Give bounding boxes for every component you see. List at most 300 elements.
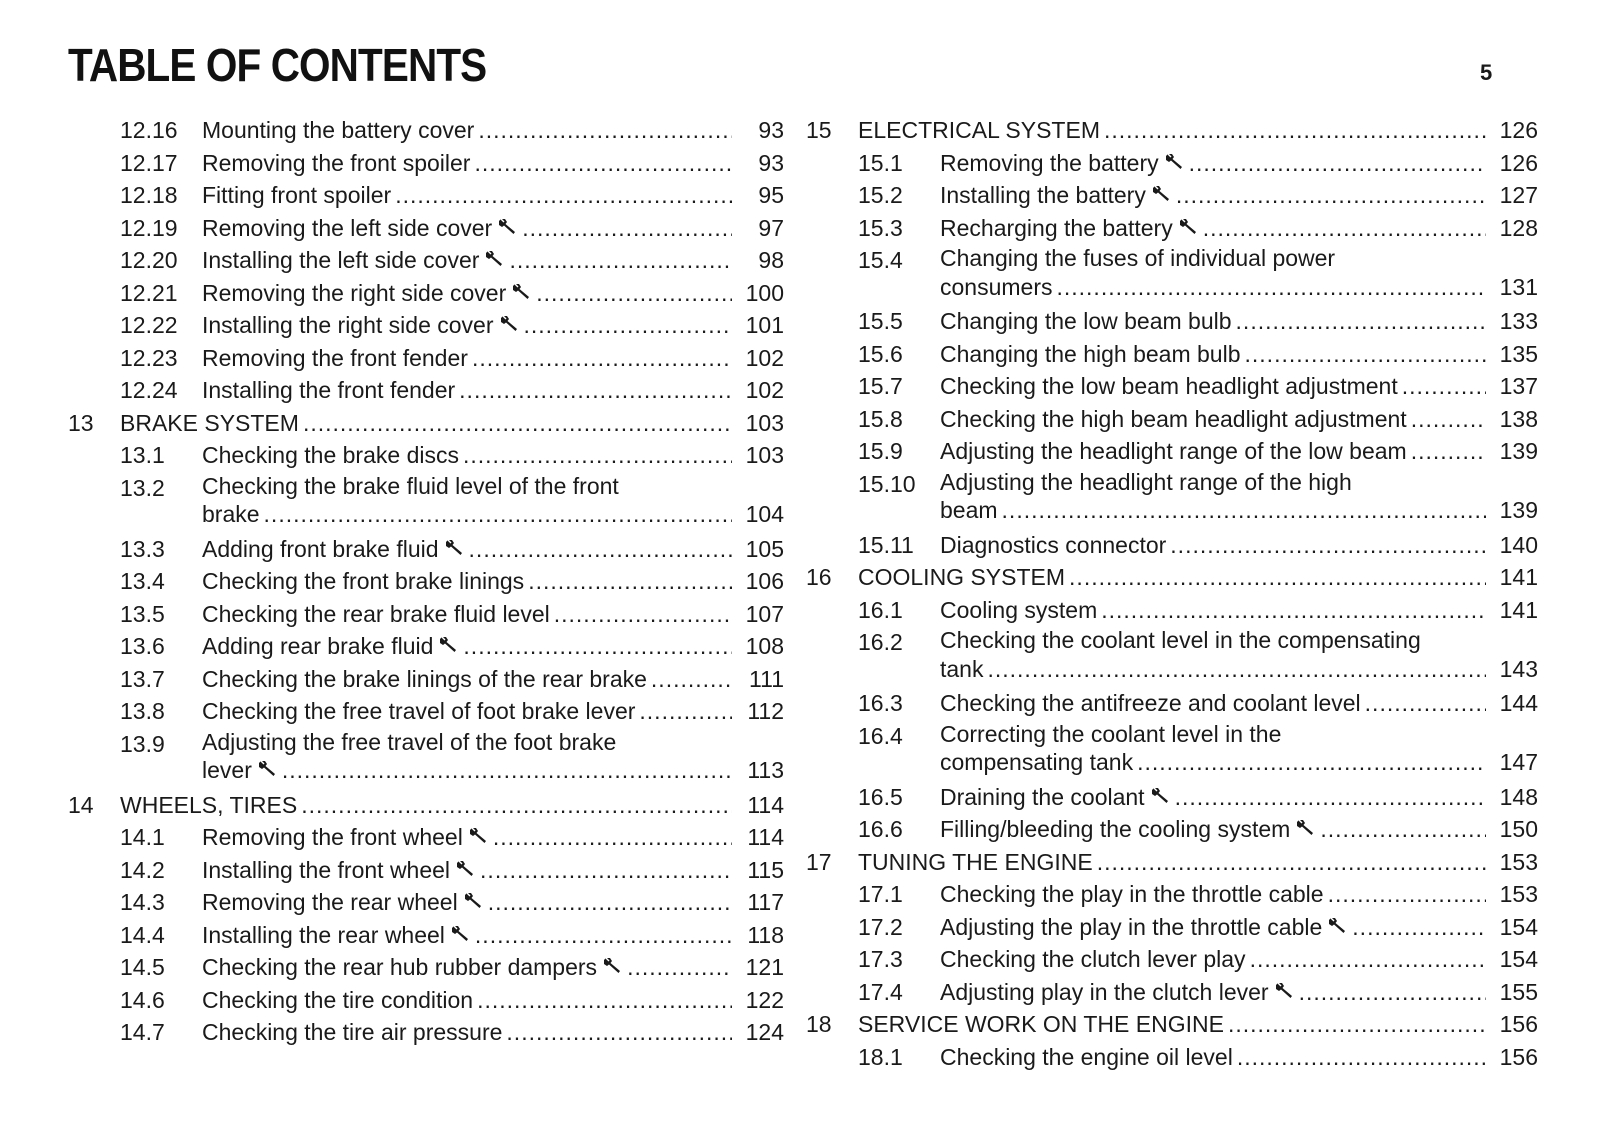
section-title-continued: lever	[202, 757, 252, 783]
leader-dots	[1352, 911, 1486, 944]
toc-entry[interactable]	[806, 781, 1538, 814]
leader-dots	[303, 407, 732, 440]
leader-dots	[463, 439, 732, 472]
section-title: COOLING SYSTEM	[858, 564, 1066, 590]
wrench-icon	[451, 923, 471, 943]
section-title: Installing the front wheel	[202, 856, 451, 883]
page-ref: 113	[747, 757, 784, 783]
section-number: 12.17	[120, 149, 178, 176]
section-number: 14	[68, 791, 94, 818]
section-title: Adjusting play in the clutch lever	[940, 978, 1269, 1005]
wrench-icon	[1328, 915, 1348, 935]
toc-entry[interactable]	[806, 878, 1538, 911]
section-title: Correcting the coolant level in the	[940, 720, 1282, 747]
leader-dots	[1236, 305, 1486, 338]
toc-entry[interactable]	[68, 565, 784, 598]
section-title: Installing the left side cover	[202, 247, 480, 273]
page-ref: 144	[1499, 690, 1538, 716]
toc-entry[interactable]	[68, 147, 784, 180]
section-number: 14.6	[120, 986, 165, 1013]
entry-body	[940, 720, 1538, 777]
section-title: SERVICE WORK ON THE ENGINE	[858, 1011, 1224, 1037]
entry-body	[940, 529, 1538, 562]
page-ref: 117	[747, 889, 784, 915]
entry-body	[858, 561, 1538, 594]
entry-body	[940, 878, 1538, 911]
toc-column-right	[806, 114, 1538, 1073]
toc-entry[interactable]	[806, 687, 1538, 720]
page-ref: 124	[745, 1019, 784, 1045]
section-title-continued: compensating tank	[940, 749, 1134, 775]
page-ref: 148	[1499, 783, 1538, 810]
toc-entry[interactable]	[806, 244, 1538, 305]
toc-entry[interactable]	[806, 305, 1538, 338]
page-number: 5	[1480, 60, 1493, 85]
toc-entry[interactable]	[806, 976, 1538, 1009]
entry-body	[202, 728, 784, 785]
entry-body	[202, 309, 784, 342]
entry-body	[202, 374, 784, 407]
toc-entry[interactable]	[68, 728, 784, 789]
page-title: TABLE OF CONTENTS	[68, 39, 487, 91]
entry-body	[202, 951, 784, 984]
page-ref: 97	[758, 214, 784, 241]
section-number: 17.4	[858, 978, 903, 1005]
entry-body	[202, 630, 784, 663]
entry-body	[202, 114, 784, 147]
section-title-continued: consumers	[940, 273, 1053, 300]
wrench-icon	[1165, 151, 1185, 171]
leader-dots	[1320, 813, 1486, 846]
toc-entry[interactable]	[68, 695, 784, 728]
section-number: 13	[68, 409, 94, 436]
page-ref: 137	[1499, 373, 1538, 399]
section-title: Checking the tire condition	[202, 986, 474, 1013]
page-ref: 118	[747, 921, 784, 948]
page-ref: 107	[745, 600, 784, 627]
entry-body	[202, 342, 784, 375]
page-ref: 156	[1499, 1011, 1538, 1037]
leader-dots	[528, 565, 732, 598]
section-title: Changing the low beam bulb	[940, 308, 1232, 334]
page-ref: 100	[745, 279, 784, 306]
section-title: Checking the brake discs	[202, 442, 459, 468]
entry-body	[940, 976, 1538, 1009]
section-number: 12.21	[120, 279, 178, 306]
section-title: Cooling system	[940, 596, 1098, 623]
section-number: 13.7	[120, 665, 165, 692]
leader-dots	[1237, 1041, 1486, 1074]
page-ref: 154	[1499, 913, 1538, 940]
page-ref: 112	[747, 698, 784, 724]
section-number: 16.1	[858, 596, 903, 623]
section-title: Checking the rear hub rubber dampers	[202, 954, 598, 980]
section-number: 15.6	[858, 340, 903, 367]
section-title: Checking the high beam headlight adjustment	[940, 405, 1407, 432]
toc-entry[interactable]	[68, 821, 784, 854]
leader-dots	[1328, 878, 1486, 911]
section-number: 13.3	[120, 535, 165, 562]
leader-dots	[506, 1016, 732, 1049]
toc-entry[interactable]	[806, 114, 1538, 147]
section-number: 12.22	[120, 312, 178, 338]
toc-entry[interactable]	[806, 594, 1538, 627]
toc-entry[interactable]	[806, 846, 1538, 879]
section-number: 18	[806, 1011, 832, 1037]
leader-dots	[1250, 943, 1486, 976]
entry-body	[940, 305, 1538, 338]
section-title: Changing the high beam bulb	[940, 340, 1241, 367]
entry-body	[940, 687, 1538, 720]
toc-entry[interactable]	[806, 468, 1538, 529]
wrench-icon	[1296, 817, 1316, 837]
leader-dots	[1101, 594, 1486, 627]
leader-dots	[301, 789, 732, 822]
toc-entry[interactable]	[806, 561, 1538, 594]
toc-entry[interactable]	[806, 212, 1538, 245]
section-number: 15.1	[858, 149, 903, 176]
toc-entry[interactable]	[68, 212, 784, 245]
wrench-icon	[1275, 980, 1295, 1000]
entry-body	[120, 789, 784, 822]
leader-dots	[1299, 976, 1486, 1009]
entry-body	[202, 565, 784, 598]
leader-dots	[395, 179, 732, 212]
toc-entry[interactable]	[68, 533, 784, 566]
toc-entry[interactable]	[806, 338, 1538, 371]
leader-dots	[1170, 529, 1486, 562]
page-ref: 133	[1499, 308, 1538, 334]
toc-entry[interactable]	[806, 529, 1538, 562]
page-ref: 128	[1499, 214, 1538, 241]
section-title: Removing the front fender	[202, 344, 468, 371]
section-title: Fitting front spoiler	[202, 182, 392, 208]
toc-entry[interactable]	[806, 179, 1538, 212]
section-title: Draining the coolant	[940, 783, 1145, 810]
entry-body	[858, 1008, 1538, 1041]
section-title: Checking the antifreeze and coolant level	[940, 690, 1361, 716]
page-ref: 150	[1499, 816, 1538, 842]
section-number: 14.1	[120, 824, 165, 850]
leader-dots	[1411, 435, 1486, 468]
section-number: 16.5	[858, 783, 903, 810]
toc-entry[interactable]	[68, 663, 784, 696]
section-title: Checking the play in the throttle cable	[940, 881, 1324, 907]
section-title: ELECTRICAL SYSTEM	[858, 117, 1100, 143]
page-ref: 93	[758, 117, 784, 143]
section-number: 17.3	[858, 946, 903, 972]
toc-entry[interactable]	[806, 147, 1538, 180]
entry-body	[202, 244, 784, 277]
page-ref: 141	[1499, 596, 1538, 623]
section-title: Installing the front fender	[202, 377, 456, 403]
leader-dots	[987, 655, 1486, 684]
entry-body	[940, 1041, 1538, 1074]
page-ref: 138	[1499, 405, 1538, 432]
page-ref: 141	[1499, 564, 1538, 590]
leader-dots	[1002, 496, 1486, 525]
leader-dots	[1175, 781, 1486, 814]
leader-dots	[639, 695, 732, 728]
leader-dots	[493, 821, 732, 854]
section-number: 15.8	[858, 405, 903, 432]
page-ref: 114	[747, 824, 784, 850]
page-ref: 131	[1499, 273, 1538, 300]
page-ref: 139	[1499, 438, 1538, 464]
entry-body	[202, 212, 784, 245]
section-title-continued: brake	[202, 501, 260, 527]
section-title: BRAKE SYSTEM	[120, 409, 299, 436]
entry-body	[940, 212, 1538, 245]
toc-entry[interactable]	[806, 435, 1538, 468]
leader-dots	[509, 244, 732, 277]
entry-body	[202, 147, 784, 180]
section-title: Adding front brake fluid	[202, 535, 439, 562]
section-title: Checking the rear brake fluid level	[202, 600, 550, 627]
leader-dots	[488, 886, 732, 919]
toc-entry[interactable]	[68, 407, 784, 440]
entry-body	[202, 919, 784, 952]
entry-body	[202, 984, 784, 1017]
entry-body	[858, 114, 1538, 147]
wrench-icon	[498, 216, 518, 236]
entry-body	[940, 370, 1538, 403]
section-number: 15	[806, 117, 832, 143]
leader-dots	[282, 756, 732, 785]
section-title: Installing the battery	[940, 182, 1146, 208]
entry-body	[202, 533, 784, 566]
section-number: 13.9	[120, 730, 165, 757]
leader-dots	[554, 598, 732, 631]
entry-body	[120, 407, 784, 440]
section-title: Removing the right side cover	[202, 279, 507, 306]
page-ref: 102	[745, 377, 784, 403]
leader-dots	[1365, 687, 1486, 720]
section-number: 13.1	[120, 442, 165, 468]
page-ref: 135	[1499, 340, 1538, 367]
leader-dots	[472, 342, 732, 375]
toc-entry[interactable]	[68, 309, 784, 342]
leader-dots	[627, 951, 732, 984]
section-title: Adjusting the play in the throttle cable	[940, 913, 1323, 940]
section-title: Removing the rear wheel	[202, 889, 458, 915]
toc-entry[interactable]	[806, 403, 1538, 436]
leader-dots	[1056, 273, 1486, 302]
toc-entry[interactable]	[806, 720, 1538, 781]
entry-body	[940, 626, 1538, 683]
section-number: 15.4	[858, 247, 903, 273]
toc-entry[interactable]	[68, 277, 784, 310]
leader-dots	[522, 212, 732, 245]
toc-entry[interactable]	[806, 1041, 1538, 1074]
page-ref: 143	[1499, 655, 1538, 682]
section-title: Removing the front wheel	[202, 824, 463, 850]
entry-body	[940, 813, 1538, 846]
section-title: Adding rear brake fluid	[202, 633, 434, 659]
page-ref: 98	[758, 247, 784, 273]
wrench-icon	[603, 955, 623, 975]
leader-dots	[1203, 212, 1486, 245]
section-title: Removing the front spoiler	[202, 149, 471, 176]
entry-body	[202, 439, 784, 472]
section-title: Mounting the battery cover	[202, 117, 475, 143]
toc-entry[interactable]	[68, 342, 784, 375]
toc-entry[interactable]	[68, 179, 784, 212]
toc-entry[interactable]	[68, 630, 784, 663]
section-number: 16.6	[858, 816, 903, 842]
page-ref: 104	[745, 501, 784, 527]
section-title: Diagnostics connector	[940, 531, 1167, 558]
section-number: 16.2	[858, 629, 903, 655]
section-number: 16.3	[858, 690, 903, 716]
section-title: Installing the rear wheel	[202, 921, 445, 948]
section-number: 13.2	[120, 474, 165, 501]
section-title: Checking the coolant level in the compensating	[940, 627, 1421, 653]
section-title: Installing the right side cover	[202, 312, 494, 338]
section-title: WHEELS, TIRES	[120, 791, 298, 818]
entry-body	[940, 468, 1538, 525]
section-number: 15.2	[858, 182, 903, 208]
section-title-continued: tank	[940, 655, 984, 682]
section-title: Checking the clutch lever play	[940, 946, 1246, 972]
page-ref: 127	[1499, 182, 1538, 208]
toc-entry[interactable]	[806, 943, 1538, 976]
leader-dots	[1228, 1008, 1486, 1041]
page-ref: 108	[745, 633, 784, 659]
entry-body	[202, 886, 784, 919]
section-number: 17.1	[858, 881, 903, 907]
section-number: 13.4	[120, 568, 165, 594]
wrench-icon	[439, 634, 459, 654]
entry-body	[202, 695, 784, 728]
entry-body	[940, 403, 1538, 436]
toc-entry[interactable]	[68, 114, 784, 147]
section-number: 15.7	[858, 373, 903, 399]
page-ref: 139	[1499, 497, 1538, 523]
section-number: 15.11	[858, 531, 914, 558]
leader-dots	[1411, 403, 1486, 436]
entry-body	[202, 854, 784, 887]
section-number: 12.24	[120, 377, 178, 403]
entry-body	[202, 472, 784, 529]
wrench-icon	[464, 890, 484, 910]
toc-entry[interactable]	[68, 1016, 784, 1049]
wrench-icon	[456, 858, 476, 878]
toc-entry[interactable]	[68, 984, 784, 1017]
leader-dots	[1176, 179, 1486, 212]
section-number: 12.20	[120, 247, 178, 273]
toc-entry[interactable]	[68, 598, 784, 631]
section-number: 15.3	[858, 214, 903, 241]
toc-entry[interactable]	[806, 1008, 1538, 1041]
page-ref: 126	[1499, 149, 1538, 176]
section-title: Checking the tire air pressure	[202, 1019, 503, 1045]
section-number: 17	[806, 848, 832, 875]
section-title: Removing the left side cover	[202, 214, 493, 241]
section-title: Changing the fuses of individual power	[940, 245, 1336, 271]
page-ref: 115	[747, 856, 784, 883]
toc-entry[interactable]	[68, 919, 784, 952]
section-number: 13.5	[120, 600, 165, 627]
entry-body	[202, 1016, 784, 1049]
section-number: 14.5	[120, 954, 165, 980]
toc-entry[interactable]	[806, 911, 1538, 944]
toc-entry[interactable]	[806, 370, 1538, 403]
page-ref: 126	[1499, 117, 1538, 143]
toc-entry[interactable]	[68, 244, 784, 277]
wrench-icon	[1152, 183, 1172, 203]
toc-entry[interactable]	[68, 886, 784, 919]
page-ref: 154	[1499, 946, 1538, 972]
section-number: 12.23	[120, 344, 178, 371]
leader-dots	[475, 919, 732, 952]
leader-dots	[478, 114, 732, 147]
section-title: Adjusting the free travel of the foot brake	[202, 728, 617, 755]
wrench-icon	[445, 537, 465, 557]
entry-body	[940, 244, 1538, 301]
section-number: 15.9	[858, 438, 903, 464]
entry-body	[202, 663, 784, 696]
entry-body	[940, 435, 1538, 468]
section-title: Adjusting the headlight range of the high	[940, 468, 1352, 495]
section-number: 13.8	[120, 698, 165, 724]
page-ref: 111	[749, 665, 784, 692]
wrench-icon	[1179, 216, 1199, 236]
leader-dots	[1097, 846, 1486, 879]
page-ref: 95	[758, 182, 784, 208]
section-title: TUNING THE ENGINE	[858, 848, 1093, 875]
section-number: 15.10	[858, 470, 916, 497]
entry-body	[202, 277, 784, 310]
wrench-icon	[258, 758, 278, 778]
section-title: Removing the battery	[940, 149, 1159, 176]
page-ref: 121	[745, 954, 784, 980]
section-number: 12.19	[120, 214, 178, 241]
toc-entry[interactable]	[68, 951, 784, 984]
section-number: 13.6	[120, 633, 165, 659]
leader-dots	[1069, 561, 1486, 594]
page-ref: 153	[1499, 881, 1538, 907]
toc-entry[interactable]	[68, 854, 784, 887]
section-number: 14.3	[120, 889, 165, 915]
entry-body	[940, 911, 1538, 944]
wrench-icon	[512, 281, 532, 301]
leader-dots	[474, 147, 732, 180]
section-number: 18.1	[858, 1043, 903, 1070]
toc-entry[interactable]	[806, 626, 1538, 687]
wrench-icon	[485, 248, 505, 268]
section-number: 16.4	[858, 722, 903, 749]
toc-entry[interactable]	[68, 472, 784, 533]
section-title: Adjusting the headlight range of the low beam	[940, 438, 1407, 464]
toc-entry[interactable]	[806, 813, 1538, 846]
toc-entry[interactable]	[68, 439, 784, 472]
section-number: 12.16	[120, 117, 178, 143]
toc-entry[interactable]	[68, 789, 784, 822]
toc-entry[interactable]	[68, 374, 784, 407]
leader-dots	[459, 374, 732, 407]
section-number: 17.2	[858, 913, 903, 940]
entry-body	[940, 147, 1538, 180]
page-ref: 93	[758, 149, 784, 176]
page-ref: 105	[745, 535, 784, 562]
entry-body	[940, 338, 1538, 371]
section-number: 14.4	[120, 921, 165, 948]
wrench-icon	[469, 825, 489, 845]
page-ref: 156	[1499, 1043, 1538, 1070]
section-title-continued: beam	[940, 497, 998, 523]
section-title: Checking the brake linings of the rear brake	[202, 665, 647, 692]
